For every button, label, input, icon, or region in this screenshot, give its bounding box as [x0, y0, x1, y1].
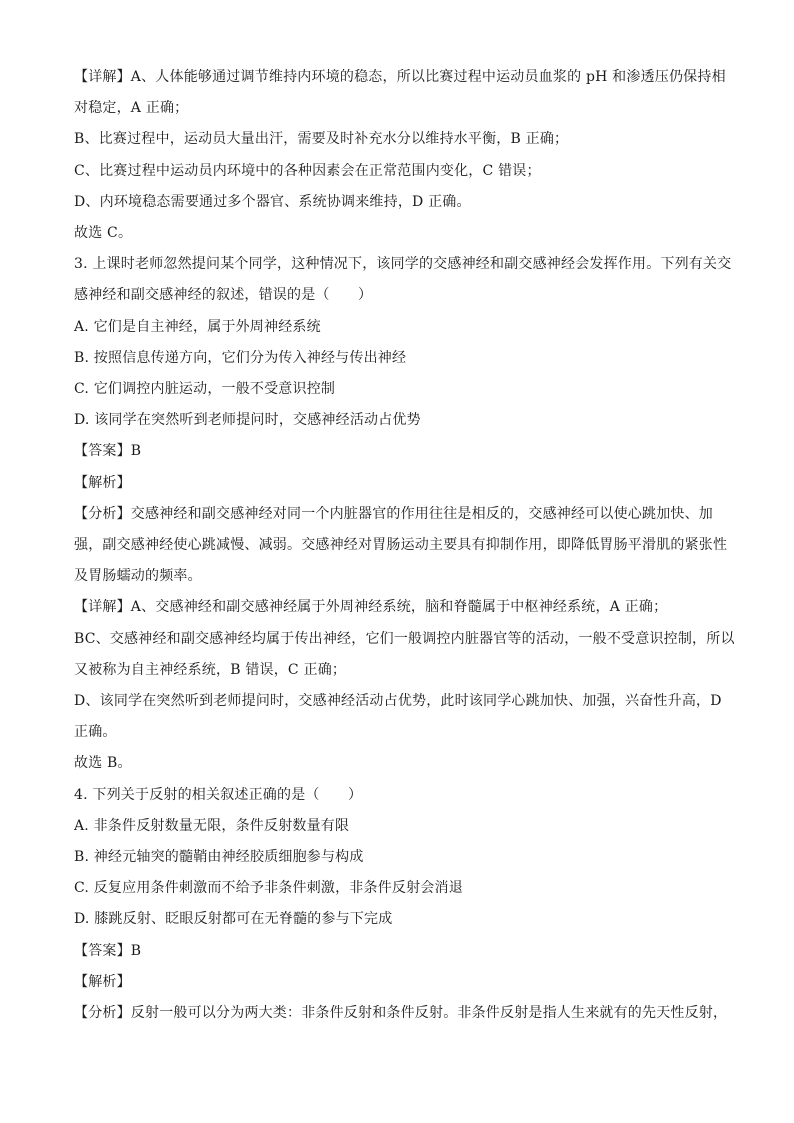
document-body: [74, 62, 735, 1029]
text-line: 对稳定，A 正确；: [74, 100, 189, 117]
option-b: B. 神经元轴突的髓鞘由神经胶质细胞参与构成: [74, 849, 364, 866]
text-line: B、比赛过程中，运动员大量出汗，需要及时补充水分以维持水平衡，B 正确；: [74, 131, 569, 148]
question-4-stem: 4. 下列关于反射的相关叙述正确的是（ ）: [74, 786, 363, 803]
text-line: BC、交感神经和副交感神经均属于传出神经，它们一般调控内脏器官等的活动，一般不受意识控制，所以: [74, 630, 735, 647]
text-line: C、比赛过程中运动员内环境中的各种因素会在正常范围内变化，C 错误；: [74, 162, 541, 179]
text-line: 故选 B。: [74, 755, 132, 772]
option-d: D. 膝跳反射、眨眼反射都可在无脊髓的参与下完成: [74, 911, 393, 928]
text-line: 【分析】交感神经和副交感神经对同一个内脏器官的作用往往是相反的，交感神经可以使心跳加快、加: [74, 505, 713, 522]
option-d: D. 该同学在突然听到老师提问时，交感神经活动占优势: [74, 412, 421, 429]
option-c: C. 它们调控内脏运动，一般不受意识控制: [74, 381, 336, 398]
answer-label: 【答案】B: [74, 443, 142, 460]
text-line: D、内环境稳态需要通过多个器官、系统协调来维持，D 正确。: [74, 193, 471, 210]
option-a: A. 它们是自主神经，属于外周神经系统: [74, 318, 321, 335]
text-line: 及胃肠蠕动的频率。: [74, 568, 202, 585]
question-3-stem: 3. 上课时老师忽然提问某个同学，这种情况下，该同学的交感神经和副交感神经会发挥作用。下列有关交: [74, 256, 732, 273]
text-line: 又被称为自主神经系统，B 错误，C 正确；: [74, 661, 347, 678]
text-line: 【详解】A、人体能够通过调节维持内环境的稳态，所以比赛过程中运动员血浆的 pH 和渗透压仍保持相: [74, 69, 726, 85]
text-line: D、该同学在突然听到老师提问时，交感神经活动占优势，此时该同学心跳加快、加强，兴奋性升高，D: [74, 693, 722, 710]
text-line: 【详解】A、交感神经和副交感神经属于外周神经系统，脑和脊髓属于中枢神经系统，A 正确；: [74, 599, 668, 616]
text-line: 【分析】反射一般可以分为两大类：非条件反射和条件反射。非条件反射是指人生来就有的先天性反射，: [74, 1005, 728, 1022]
text-line: 故选 C。: [74, 225, 133, 242]
question-3-stem: 感神经和副交感神经的叙述，错误的是（ ）: [74, 287, 373, 304]
answer-label: 【答案】B: [74, 942, 142, 959]
analysis-heading: 【解析】: [74, 474, 131, 491]
option-a: A. 非条件反射数量无限，条件反射数量有限: [74, 817, 350, 834]
text-line: 强，副交感神经使心跳减慢、减弱。交感神经对胃肠运动主要具有抑制作用，即降低胃肠平滑肌的紧张性: [74, 537, 728, 554]
analysis-heading: 【解析】: [74, 973, 131, 990]
option-b: B. 按照信息传递方向，它们分为传入神经与传出神经: [74, 349, 407, 366]
option-c: C. 反复应用条件刺激而不给予非条件刺激，非条件反射会消退: [74, 880, 463, 897]
text-line: 正确。: [74, 724, 117, 741]
